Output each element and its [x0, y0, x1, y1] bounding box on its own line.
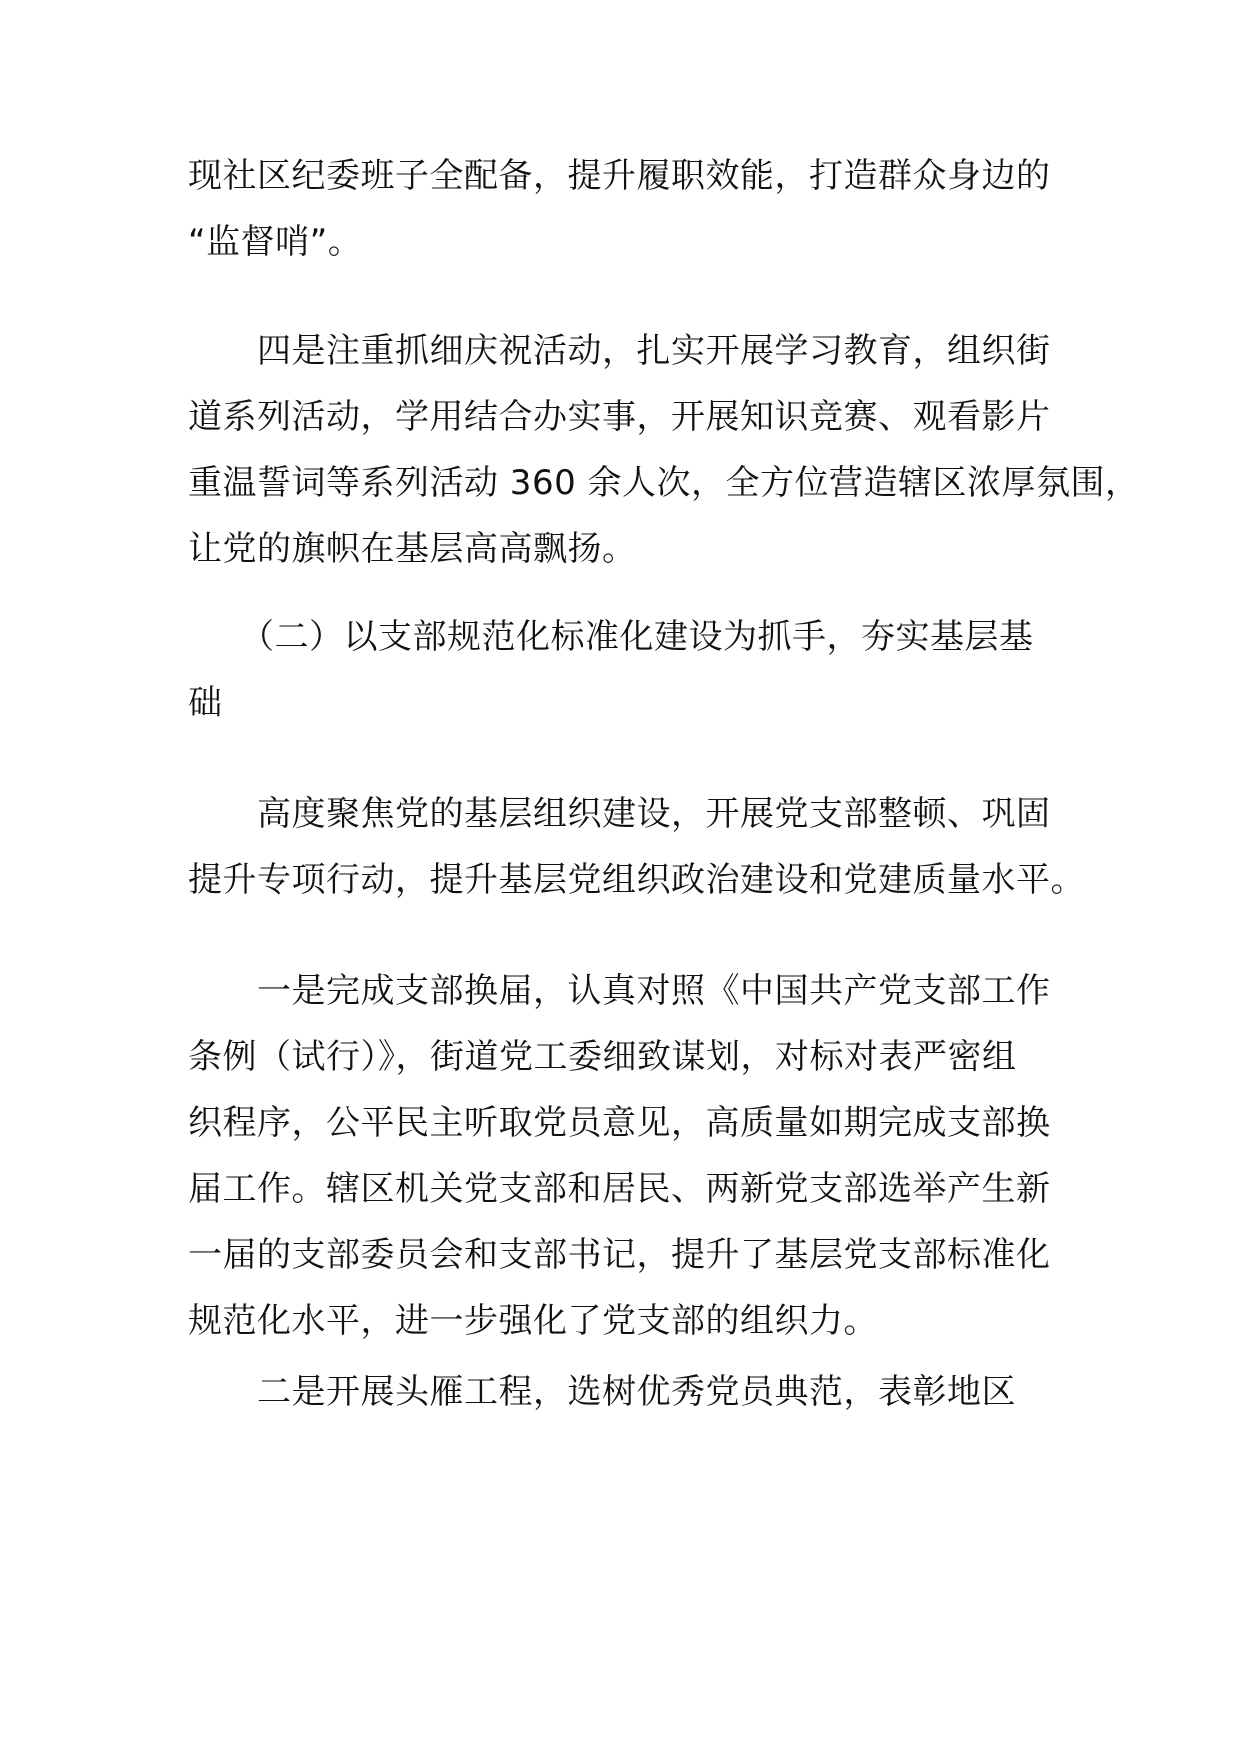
- text-line: 道系列活动，学用结合办实事，开展知识竞赛、观看影片: [188, 397, 1051, 437]
- paragraph-celebration-activities: [188, 318, 1140, 582]
- text-line: 条例（试行）》，街道党工委细致谋划，对标对表严密组: [188, 1037, 1017, 1077]
- text-line: 二是开展头雁工程，选树优秀党员典范，表彰地区: [188, 1372, 1016, 1412]
- paragraph-branch-election: [188, 958, 1088, 1354]
- text-line: 一是完成支部换届，认真对照《中国共产党支部工作: [188, 971, 1051, 1011]
- text-line: 高度聚焦党的基层组织建设，开展党支部整顿、巩固: [188, 794, 1051, 834]
- text-line: 现社区纪委班子全配备，提升履职效能，打造群众身边的: [188, 156, 1051, 196]
- text-line: 提升专项行动，提升基层党组织政治建设和党建质量水平。: [188, 860, 1085, 900]
- text-line: 届工作。辖区机关党支部和居民、两新党支部选举产生新: [188, 1169, 1051, 1209]
- text-line: 重温誓词等系列活动 360 余人次，全方位营造辖区浓厚氛围，: [188, 463, 1140, 503]
- text-line: （二）以支部规范化标准化建设为抓手，夯实基层基: [188, 617, 1034, 657]
- text-line: 础: [188, 683, 223, 723]
- paragraph-supervision: [188, 143, 1088, 275]
- text-line: 一届的支部委员会和支部书记，提升了基层党支部标准化: [188, 1235, 1051, 1275]
- paragraph-grassroots-organization: [188, 781, 1088, 913]
- text-line: 四是注重抓细庆祝活动，扎实开展学习教育，组织街: [188, 331, 1051, 371]
- paragraph-lead-goose-project: [188, 1359, 1088, 1425]
- section-heading-branch-standardization: [188, 604, 1088, 736]
- text-line: 织程序，公平民主听取党员意见，高质量如期完成支部换: [188, 1103, 1051, 1143]
- text-line: “监督哨”。: [188, 222, 363, 262]
- text-line: 让党的旗帜在基层高高飘扬。: [188, 529, 637, 569]
- text-line: 规范化水平，进一步强化了党支部的组织力。: [188, 1301, 878, 1341]
